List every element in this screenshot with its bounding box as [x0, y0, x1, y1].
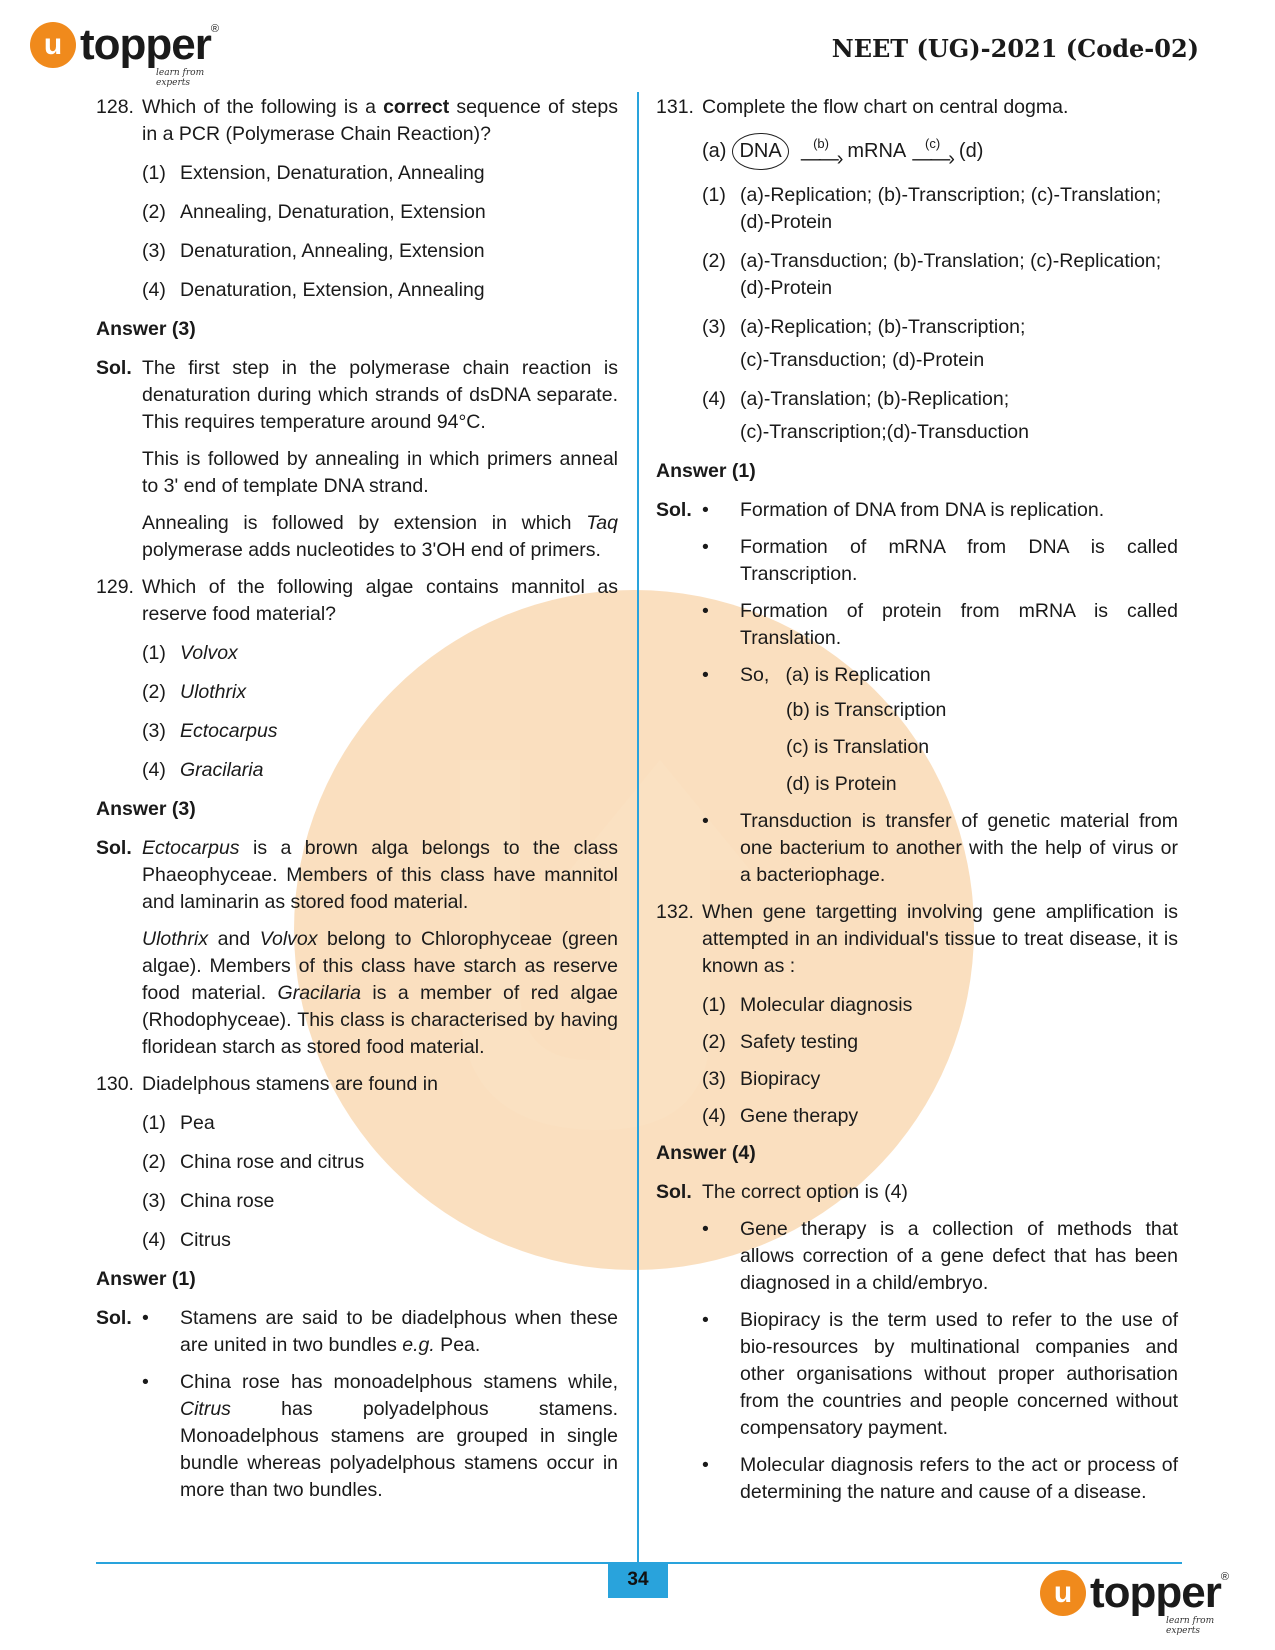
option-3: (3) China rose [142, 1190, 275, 1212]
option-4: (4) Gracilaria [142, 759, 264, 781]
flow-arrow-b: (b) ——› [800, 135, 842, 170]
column-divider [637, 92, 639, 1576]
option-2: (2) Annealing, Denaturation, Extension [142, 201, 486, 223]
solution-129: Sol. Ectocarpus is a brown alga belongs to the class Phaeophyceae. Members of this class have mannitol and laminarin as stored food material. [96, 837, 618, 913]
option-3: (3) (a)-Replication; (b)-Transcription; [702, 316, 1026, 338]
option-1: (1) Extension, Denaturation, Annealing [142, 162, 485, 184]
page-number: 34 [608, 1562, 668, 1598]
option-4: (4) (a)-Translation; (b)-Replication; [702, 388, 1010, 410]
question-text: Which of the following is a correct sequence of steps in a PCR (Polymerase Chain Reaction)? [142, 96, 619, 145]
flow-dna: DNA [732, 133, 788, 170]
answer-130: Answer (1) [96, 1268, 196, 1290]
solution-paragraph: This is followed by annealing in which primers anneal to 3' end of template DNA strand. [142, 448, 618, 497]
answer-129: Answer (3) [96, 798, 196, 820]
solution-bullet: • China rose has monoadelphous stamens while, Citrus has polyadelphous stamens. Monoadelphous stamens are grouped in single bundle whereas polyadelphous stamens occur in more than two bundles. [142, 1371, 618, 1501]
answer-132: Answer (4) [656, 1142, 756, 1164]
logo-wordmark: topper [1090, 1568, 1221, 1617]
answer-128: Answer (3) [96, 318, 196, 340]
option-4: (4) Denaturation, Extension, Annealing [142, 279, 485, 301]
question-129: 129. Which of the following algae contains mannitol as reserve food material? [96, 576, 618, 625]
solution-subline: (c) is Translation [786, 736, 930, 758]
question-number: 128. [96, 96, 134, 118]
question-128 [96, 94, 618, 148]
logo-tagline: learn from experts [1166, 1616, 1215, 1636]
option-4-continued: (c)-Transcription;(d)-Transduction [740, 421, 1029, 443]
option-2: (2) Ulothrix [142, 681, 247, 703]
logo-u-icon: u [1040, 1570, 1086, 1616]
flow-label-d: (d) [958, 140, 984, 162]
option-1: (1) (a)-Replication; (b)-Transcription; (c)-Translation; (d)-Protein [702, 184, 1162, 233]
logo-wordmark: topper [80, 20, 211, 69]
flow-mrna: mRNA [847, 140, 907, 162]
solution-subline: (b) is Transcription [786, 699, 947, 721]
option-3-continued: (c)-Transduction; (d)-Protein [740, 349, 985, 371]
option-2: (2) Safety testing [702, 1031, 859, 1053]
option-1: (1) Molecular diagnosis [702, 994, 913, 1016]
solution-132: Sol. The correct option is (4) [656, 1181, 908, 1203]
option-2: (2) (a)-Transduction; (b)-Translation; (c)-Replication; (d)-Protein [702, 250, 1162, 299]
logo-tagline: learn from experts [156, 68, 205, 88]
question-131: 131. Complete the flow chart on central dogma. [656, 96, 1069, 118]
answer-131: Answer (1) [656, 460, 756, 482]
solution-bullet: • Transduction is transfer of genetic material from one bacterium to another with the help of virus or a bacteriophage. [702, 810, 1178, 886]
left-column [96, 94, 618, 1514]
option-3: (3) Biopiracy [702, 1068, 821, 1090]
solution-bullet: • Gene therapy is a collection of methods that allows correction of a gene defect that has been diagnosed in a child/embryo. [702, 1218, 1178, 1294]
logo-u-icon: u [30, 22, 76, 68]
question-132: 132. When gene targetting involving gene amplification is attempted in an individual's tissue to treat disease, it is known as : [656, 901, 1178, 977]
solution-bullet: Sol. • Stamens are said to be diadelphous when these are united in two bundles e.g. Pea. [96, 1307, 618, 1356]
right-column [656, 94, 1178, 1516]
solution-paragraph: Ulothrix and Volvox belong to Chlorophyceae (green algae). Members of this class have starch as reserve food material. Gracilaria is a member of red algae (Rhodophyceae). This class is characterised by having floridean starch as stored food material. [142, 928, 619, 1058]
option-4: (4) Citrus [142, 1229, 231, 1251]
solution-bullet: • Biopiracy is the term used to refer to the use of bio-resources by multinational companies and other organisations without proper authorisation from the countries and people concerned without compensatory payment. [702, 1309, 1178, 1439]
footer-logo [1040, 1568, 1229, 1636]
option-1: (1) Pea [142, 1112, 215, 1134]
question-130: 130. Diadelphous stamens are found in [96, 1073, 438, 1095]
flow-label-a: (a) [702, 140, 727, 162]
option-3: (3) Denaturation, Annealing, Extension [142, 240, 485, 262]
logo-registered-mark: ® [210, 23, 219, 35]
solution-subline: (d) is Protein [786, 773, 897, 795]
option-2: (2) China rose and citrus [142, 1151, 365, 1173]
solution-128: Sol. The first step in the polymerase chain reaction is denaturation during which strands of dsDNA separate. This requires temperature around 94°C. [96, 357, 618, 433]
solution-bullet: • Formation of protein from mRNA is called Translation. [702, 600, 1178, 649]
exam-title: NEET (UG)-2021 (Code-02) [831, 34, 1199, 63]
header-logo [30, 20, 219, 88]
option-1: (1) Volvox [142, 642, 238, 664]
solution-bullet: Sol. • Formation of DNA from DNA is replication. [656, 499, 1105, 521]
option-3: (3) Ectocarpus [142, 720, 278, 742]
option-4: (4) Gene therapy [702, 1105, 859, 1127]
central-dogma-flowchart [702, 133, 1178, 170]
solution-bullet: • Formation of mRNA from DNA is called Transcription. [702, 536, 1178, 585]
logo-registered-mark: ® [1220, 1571, 1229, 1583]
solution-paragraph: Annealing is followed by extension in which Taq polymerase adds nucleotides to 3'OH end of primers. [142, 512, 618, 561]
solution-bullet: • Molecular diagnosis refers to the act or process of determining the nature and cause of a disease. [702, 1454, 1178, 1503]
flow-arrow-c: (c) ——› [912, 135, 953, 170]
solution-bullet: • So, (a) is Replication [702, 664, 931, 686]
